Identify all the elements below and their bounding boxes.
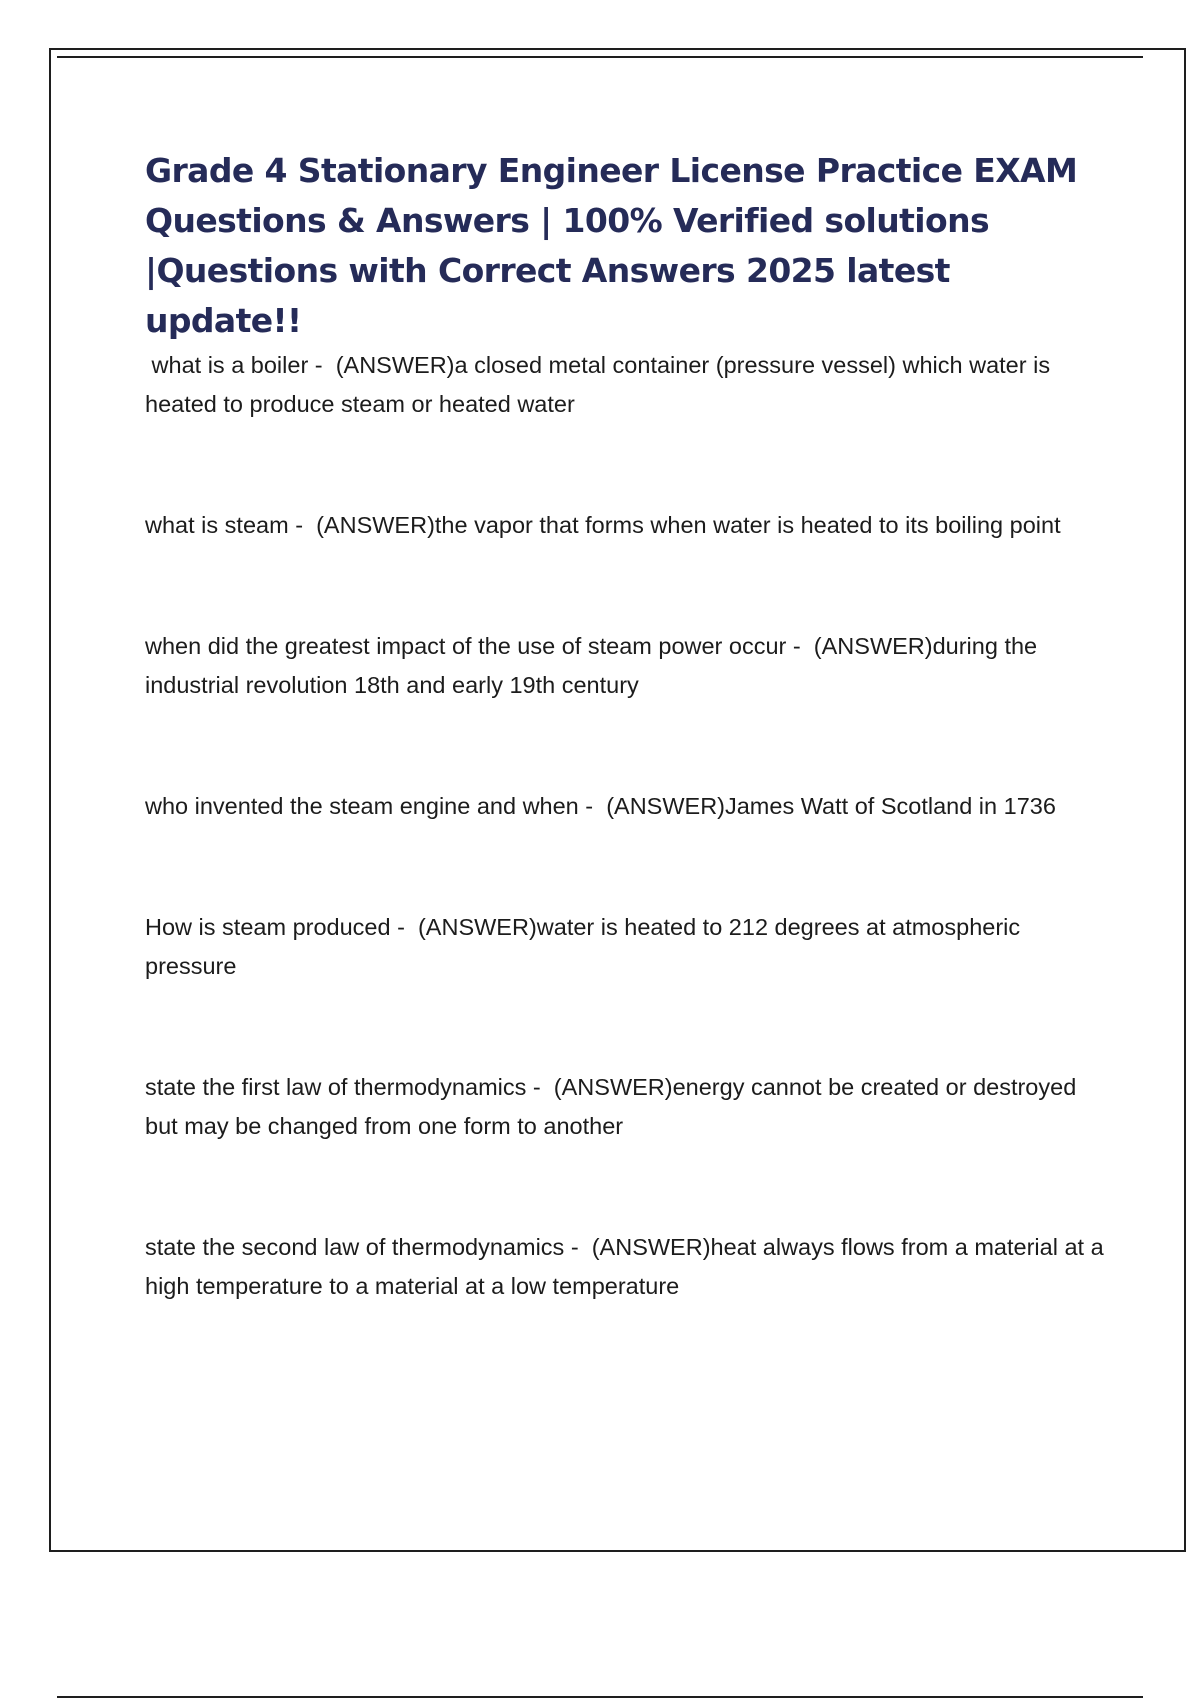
- answer-tag: (ANSWER): [335, 352, 455, 378]
- qa-item-first-law: [145, 1068, 1105, 1146]
- answer-tag: (ANSWER): [591, 1234, 711, 1260]
- qa-item-steam: [145, 506, 1105, 545]
- answer-text: during the industrial revolution 18th and early 19th century: [145, 633, 1044, 698]
- separator: -: [288, 512, 310, 538]
- qa-item-boiler: [145, 346, 1105, 424]
- answer-tag: (ANSWER): [553, 1074, 673, 1100]
- answer-tag: (ANSWER): [417, 914, 537, 940]
- answer-tag: (ANSWER): [813, 633, 933, 659]
- document-content: [145, 146, 1111, 1306]
- answer-text: James Watt of Scotland in 1736: [724, 793, 1056, 819]
- separator: -: [786, 633, 808, 659]
- question-text: state the second law of thermodynamics: [145, 1234, 565, 1260]
- separator: -: [390, 914, 412, 940]
- question-text: How is steam produced: [145, 914, 391, 940]
- answer-text: water is heated to 212 degrees at atmospheric pressure: [145, 914, 1027, 979]
- separator: -: [308, 352, 330, 378]
- question-text: what is steam: [145, 512, 289, 538]
- separator: -: [578, 793, 600, 819]
- document-title: Grade 4 Stationary Engineer License Practice EXAM Questions & Answers | 100% Verified solutions |Questions with Correct Answers 2025 latest update!!: [145, 151, 1078, 340]
- answer-text: the vapor that forms when water is heated to its boiling point: [434, 512, 1061, 538]
- answer-tag: (ANSWER): [316, 512, 435, 538]
- qa-item-steam-engine: [145, 787, 1105, 826]
- question-text: when did the greatest impact of the use of steam power occur: [145, 633, 787, 659]
- qa-list: [145, 346, 1111, 1306]
- qa-item-steam-produced: [145, 908, 1105, 986]
- answer-tag: (ANSWER): [606, 793, 725, 819]
- answer-text: a closed metal container (pressure vessel) which water is heated to produce steam or heated water: [145, 352, 1057, 417]
- qa-item-steam-power: [145, 627, 1105, 705]
- separator: -: [526, 1074, 548, 1100]
- question-text: what is a boiler: [145, 352, 309, 378]
- answer-text: heat always flows from a material at a high temperature to a material at a low temperature: [145, 1234, 1111, 1299]
- qa-item-second-law: [145, 1228, 1111, 1306]
- answer-text: energy cannot be created or destroyed but may be changed from one form to another: [145, 1074, 1083, 1139]
- separator: -: [564, 1234, 586, 1260]
- bottom-rule: [57, 1696, 1143, 1698]
- question-text: state the first law of thermodynamics: [145, 1074, 527, 1100]
- question-text: who invented the steam engine and when: [145, 793, 579, 819]
